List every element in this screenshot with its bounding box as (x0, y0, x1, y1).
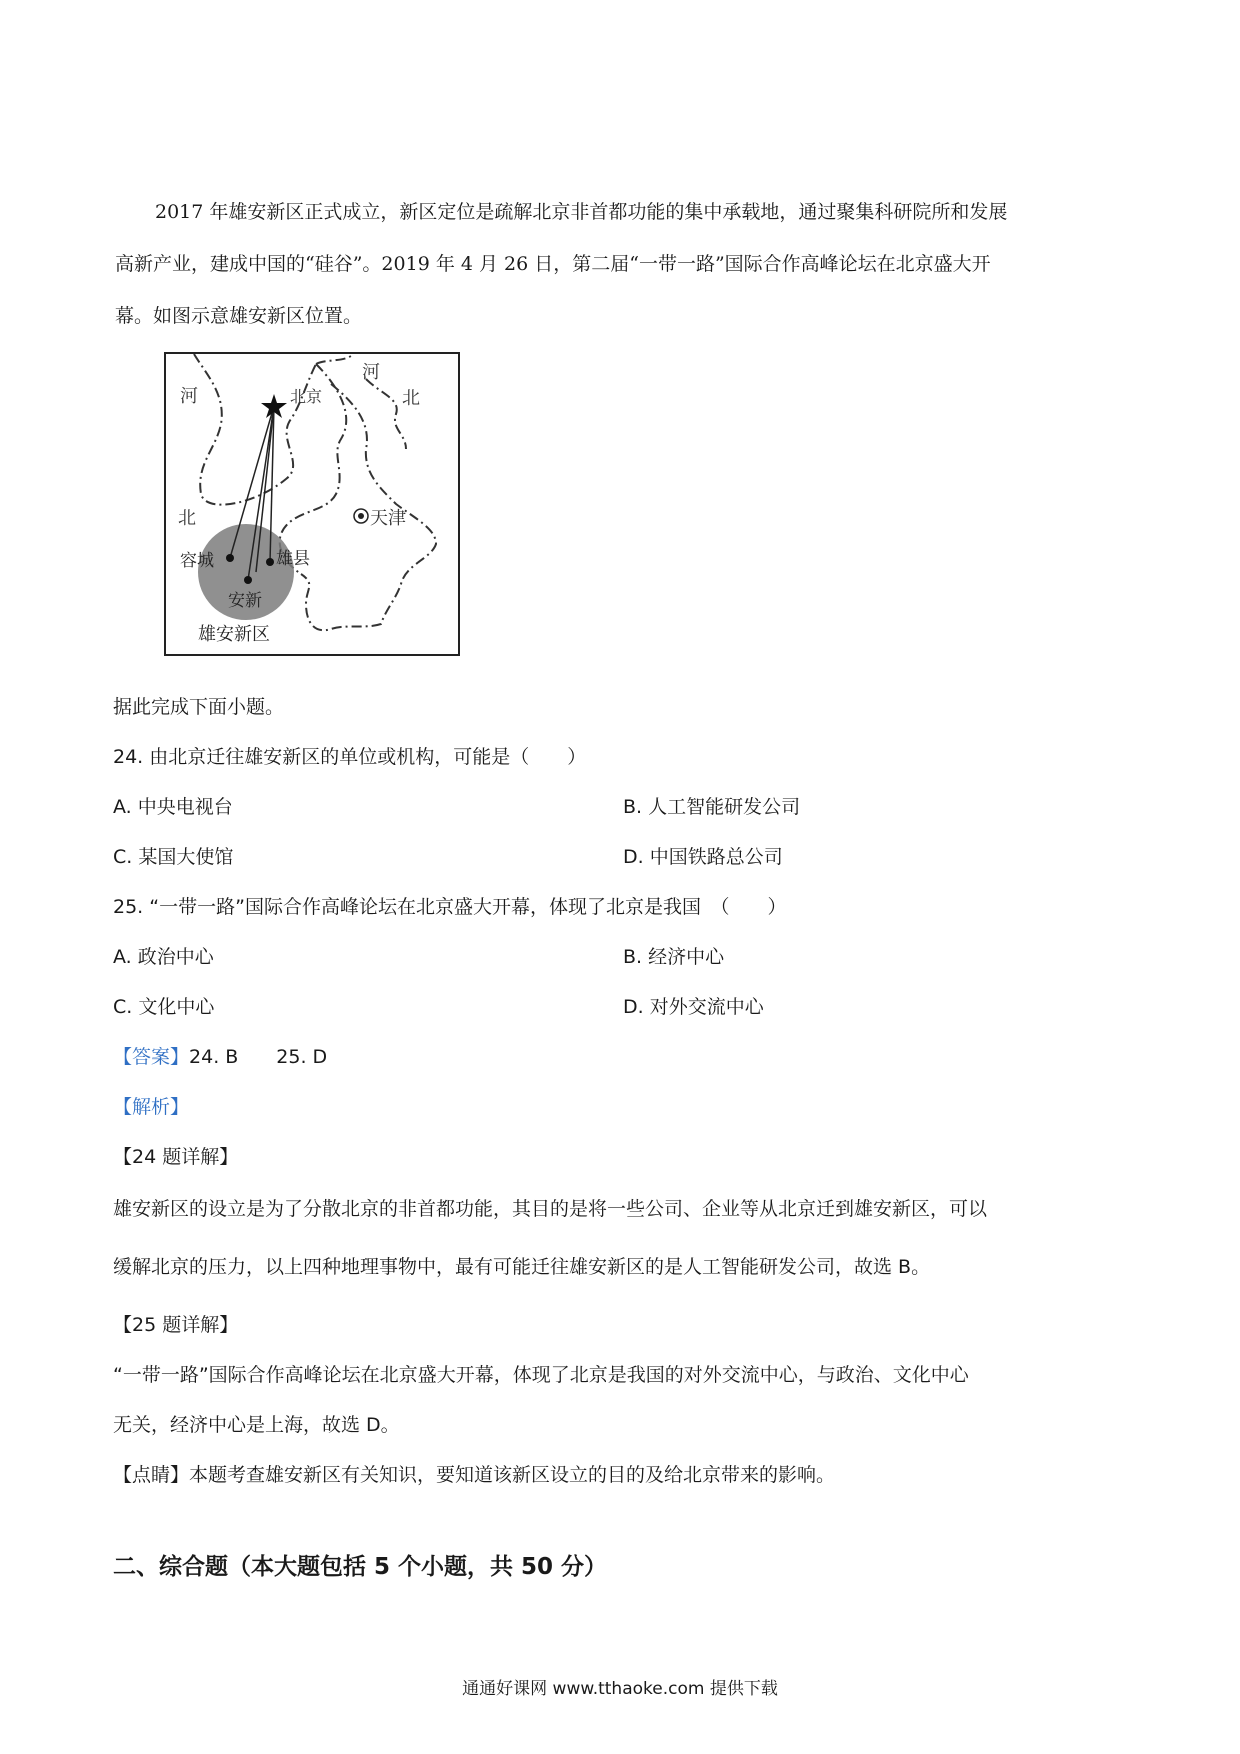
section-heading: 二、综合题（本大题包括 5 个小题，共 50 分） (113, 1554, 608, 1580)
intro-line-2: 高新产业，建成中国的“硅谷”。2019 年 4 月 26 日，第二届“一带一路”国际合作高峰论坛在北京盛大开 (115, 253, 991, 275)
label-anxin: 安新 (228, 591, 262, 611)
label-xiongan: 雄安新区 (198, 624, 270, 645)
q25-option-a: A. 政治中心 (113, 946, 214, 968)
anxin-dot (244, 576, 252, 584)
q24-option-a: A. 中央电视台 (113, 796, 233, 818)
detail24-line-2: 缓解北京的压力，以上四种地理事物中，最有可能迁往雄安新区的是人工智能研发公司，故选 B。 (113, 1256, 931, 1278)
boundary-hebei-east (366, 379, 406, 449)
q24-option-b: B. 人工智能研发公司 (623, 796, 801, 818)
detail24-line-1: 雄安新区的设立是为了分散北京的非首都功能，其目的是将一些公司、企业等从北京迁到雄安新区，可以 (113, 1198, 988, 1220)
boundary-hebei-north (316, 356, 351, 364)
boundary-beijing-west (194, 354, 316, 505)
intro-paragraph (115, 196, 1135, 332)
analysis-label: 【解析】 (113, 1096, 190, 1118)
prompt-text: 据此完成下面小题。 (113, 696, 285, 718)
detail25-line-1: “一带一路”国际合作高峰论坛在北京盛大开幕，体现了北京是我国的对外交流中心，与政治、文化中心 (113, 1364, 969, 1386)
rongcheng-dot (226, 554, 234, 562)
label-xiongxian: 雄县 (276, 549, 310, 569)
q25-option-b: B. 经济中心 (623, 946, 725, 968)
answer-value: 24. B 25. D (189, 1046, 328, 1068)
detail24-title: 【24 题详解】 (113, 1146, 239, 1168)
xiongxian-dot (266, 558, 274, 566)
detail25-title: 【25 题详解】 (113, 1314, 239, 1336)
label-hebei-right-bottom: 北 (402, 388, 420, 409)
answer-label: 【答案】 (113, 1046, 190, 1068)
label-hebei-left-top: 河 (180, 386, 198, 407)
q25-stem: 25. “一带一路”国际合作高峰论坛在北京盛大开幕，体现了北京是我国 （ ） (113, 896, 787, 918)
label-beijing: 北京 (290, 387, 323, 406)
label-hebei-right-top: 河 (362, 362, 380, 383)
label-hebei-left-bottom: 北 (178, 508, 196, 529)
xiongan-location-map (164, 352, 460, 656)
footer-text: 通通好课网 www.tthaoke.com 提供下载 (462, 1679, 778, 1699)
answer-row (113, 1042, 327, 1069)
label-tianjin: 天津 (370, 508, 406, 529)
q25-option-d: D. 对外交流中心 (623, 996, 764, 1018)
intro-line-1: 2017 年雄安新区正式成立，新区定位是疏解北京非首都功能的集中承载地，通过聚集科研院所和发展 (155, 201, 1008, 223)
intro-line-3: 幕。如图示意雄安新区位置。 (115, 305, 363, 327)
map-drawing (166, 354, 458, 654)
detail25-line-2: 无关，经济中心是上海，故选 D。 (113, 1414, 400, 1436)
q24-option-c: C. 某国大使馆 (113, 846, 234, 868)
comment-text: 【点睛】本题考查雄安新区有关知识，要知道该新区设立的目的及给北京带来的影响。 (113, 1464, 836, 1486)
q24-stem: 24. 由北京迁往雄安新区的单位或机构，可能是（ ） (113, 746, 587, 768)
q24-option-d: D. 中国铁路总公司 (623, 846, 783, 868)
label-rongcheng: 容城 (180, 551, 214, 571)
q25-option-c: C. 文化中心 (113, 996, 215, 1018)
